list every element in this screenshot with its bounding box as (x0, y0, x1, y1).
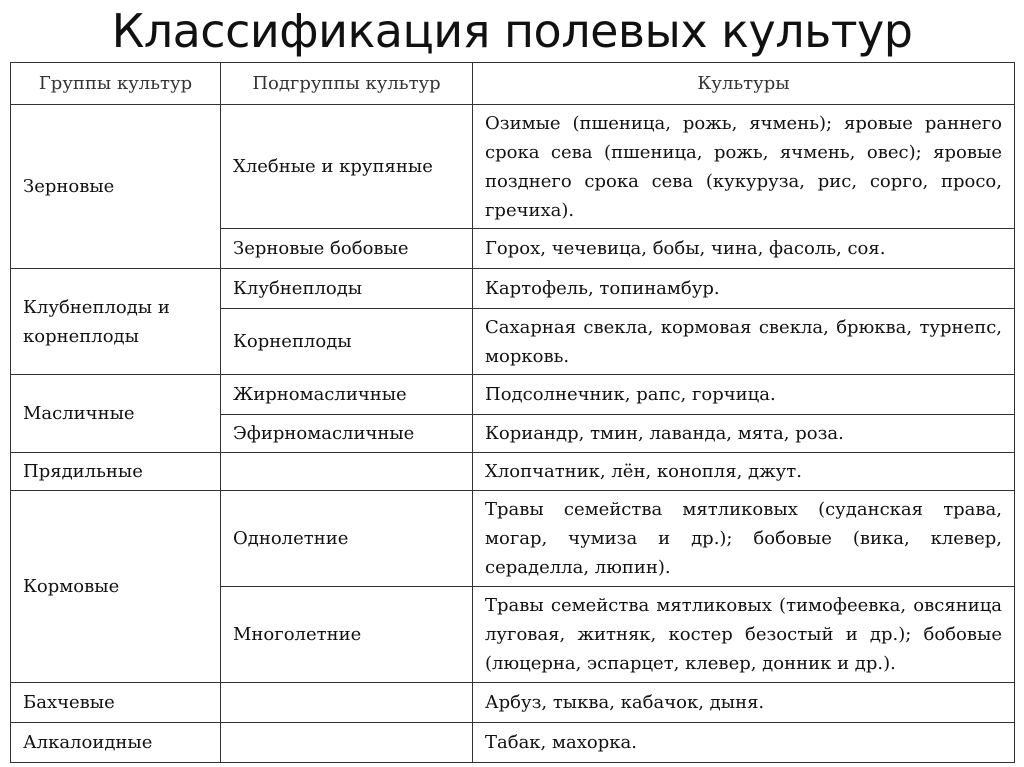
header-groups: Группы культур (11, 63, 221, 105)
subgroup-cell (221, 453, 473, 491)
table-row (11, 491, 1015, 587)
subgroup-cell: Корнеплоды (221, 309, 473, 375)
group-cell: Кормовые (11, 491, 221, 683)
crops-cell: Арбуз, тыква, кабачок, дыня. (473, 683, 1015, 723)
page-title: Классификация полевых культур (111, 4, 913, 58)
crops-cell: Подсолнечник, рапс, горчица. (473, 375, 1015, 415)
group-cell: Клубнеплоды и корнеплоды (11, 269, 221, 375)
crops-cell: Озимые (пшеница, рожь, ячмень); яровые раннего срока сева (пшеница, рожь, ячмень, овес); яровые позднего срока сева (кукуруза, рис, сорго, просо, гречиха). (473, 105, 1015, 229)
crops-cell: Кориандр, тмин, лаванда, мята, роза. (473, 415, 1015, 453)
group-cell: Зерновые (11, 105, 221, 269)
header-subgroups: Подгруппы культур (221, 63, 473, 105)
subgroup-cell: Эфирномасличные (221, 415, 473, 453)
subgroup-cell: Жирномасличные (221, 375, 473, 415)
crop-classification-table (10, 62, 1015, 763)
header-crops: Культуры (473, 63, 1015, 105)
subgroup-cell: Однолетние (221, 491, 473, 587)
crops-cell: Табак, махорка. (473, 723, 1015, 763)
subgroup-cell: Многолетние (221, 587, 473, 683)
crops-cell: Травы семейства мятликовых (суданская трава, могар, чумиза и др.); бобовые (вика, клевер, сераделла, люпин). (473, 491, 1015, 587)
subgroup-cell: Хлебные и крупяные (221, 105, 473, 229)
crops-cell: Горох, чечевица, бобы, чина, фасоль, соя. (473, 229, 1015, 269)
table-header-row (11, 63, 1015, 105)
subgroup-cell: Клубнеплоды (221, 269, 473, 309)
group-cell: Алкалоидные (11, 723, 221, 763)
subgroup-cell (221, 723, 473, 763)
table-row (11, 453, 1015, 491)
crops-cell: Травы семейства мятликовых (тимофеевка, овсяница луговая, житняк, костер безостый и др.); бобовые (люцерна, эспарцет, клевер, донник и др.). (473, 587, 1015, 683)
crops-cell: Картофель, топинамбур. (473, 269, 1015, 309)
group-cell: Бахчевые (11, 683, 221, 723)
table-row (11, 105, 1015, 229)
table-row (11, 683, 1015, 723)
table-row (11, 375, 1015, 415)
group-cell: Прядильные (11, 453, 221, 491)
crops-cell: Хлопчатник, лён, конопля, джут. (473, 453, 1015, 491)
subgroup-cell: Зерновые бобовые (221, 229, 473, 269)
subgroup-cell (221, 683, 473, 723)
table-row (11, 269, 1015, 309)
group-cell: Масличные (11, 375, 221, 453)
table-row (11, 723, 1015, 763)
crops-cell: Сахарная свекла, кормовая свекла, брюква, турнепс, морковь. (473, 309, 1015, 375)
